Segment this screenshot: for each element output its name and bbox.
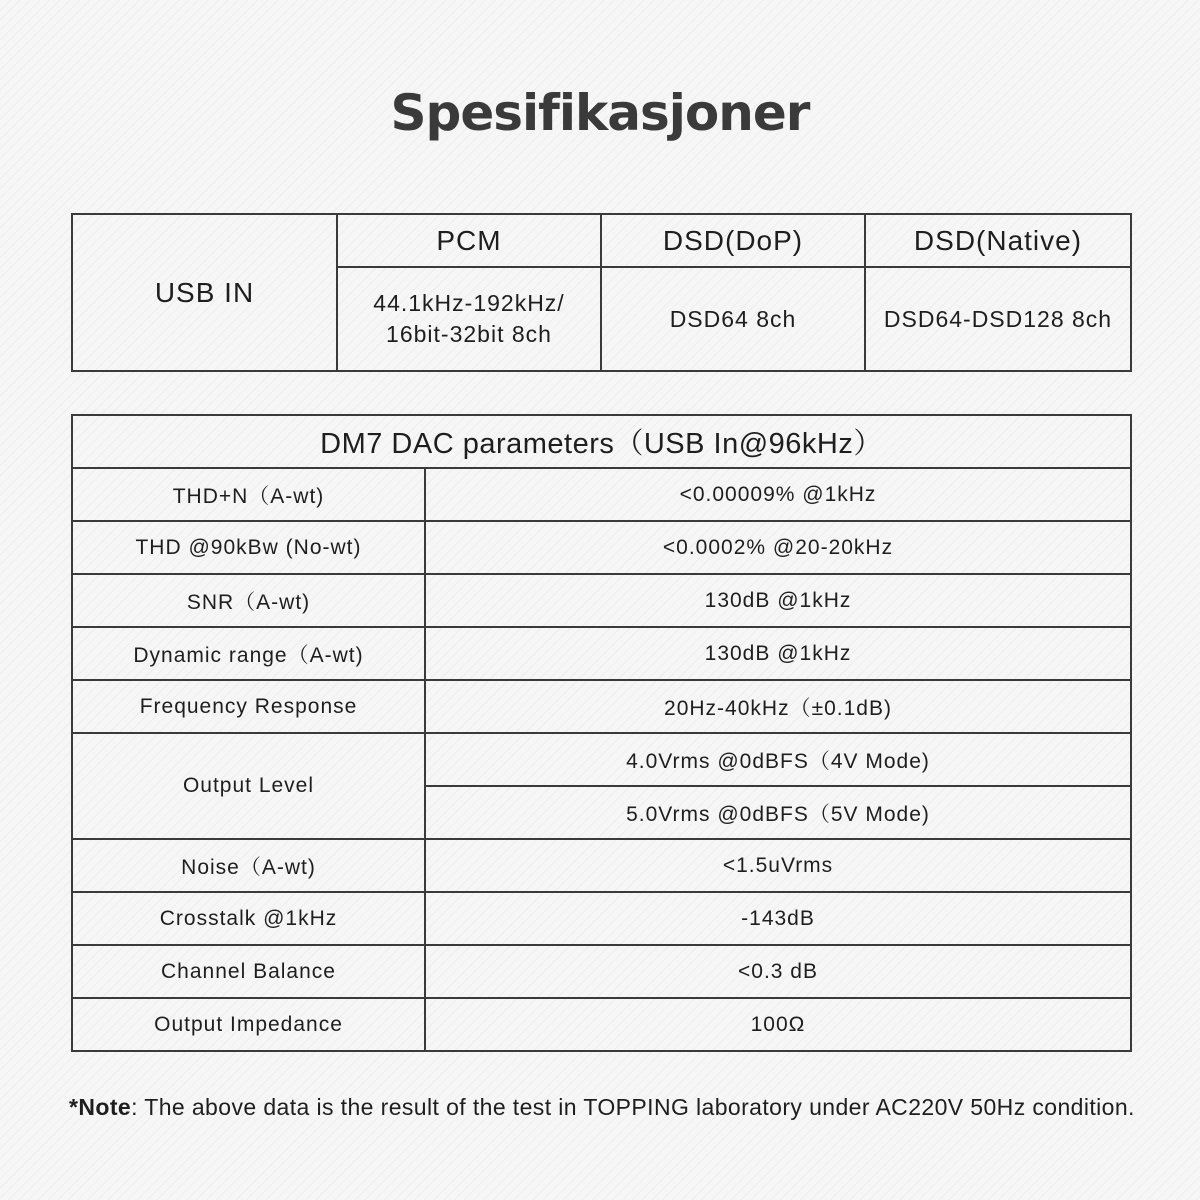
param-value: 130dB @1kHz — [425, 627, 1131, 680]
param-label: Frequency Response — [72, 680, 425, 733]
usb-in-label: USB IN — [72, 214, 337, 371]
dsd-native-value: DSD64-DSD128 8ch — [865, 267, 1131, 371]
param-label: Dynamic range（A-wt) — [72, 627, 425, 680]
pcm-value — [337, 267, 601, 371]
param-label: Channel Balance — [72, 945, 425, 998]
param-label: THD @90kBw (No-wt) — [72, 521, 425, 574]
param-label: Output Impedance — [72, 998, 425, 1051]
param-value: 100Ω — [425, 998, 1131, 1051]
param-label: Output Level — [72, 733, 425, 839]
note-label: Note — [78, 1094, 132, 1120]
param-label: THD+N（A-wt) — [72, 468, 425, 521]
note-asterisk: * — [69, 1094, 79, 1120]
param-label: Noise（A-wt) — [72, 839, 425, 892]
table-row — [72, 680, 1131, 733]
param-value: <0.3 dB — [425, 945, 1131, 998]
param-value: <1.5uVrms — [425, 839, 1131, 892]
dsd-dop-header: DSD(DoP) — [601, 214, 865, 267]
table-row — [72, 627, 1131, 680]
params-table-header: DM7 DAC parameters（USB In@96kHz） — [72, 415, 1131, 468]
note-text: : The above data is the result of the test in TOPPING laboratory under AC220V 50Hz condition. — [131, 1094, 1135, 1120]
table-row — [72, 892, 1131, 945]
param-value: <0.00009% @1kHz — [425, 468, 1131, 521]
dac-parameters-table — [71, 414, 1132, 1052]
param-label: SNR（A-wt) — [72, 574, 425, 627]
param-value: 20Hz-40kHz（±0.1dB) — [425, 680, 1131, 733]
table-row — [72, 521, 1131, 574]
table-row — [72, 574, 1131, 627]
param-label: Crosstalk @1kHz — [72, 892, 425, 945]
pcm-header: PCM — [337, 214, 601, 267]
table-row — [72, 733, 1131, 786]
table-row — [72, 468, 1131, 521]
param-value: 5.0Vrms @0dBFS（5V Mode) — [425, 786, 1131, 839]
pcm-value-line1: 44.1kHz-192kHz/ — [373, 290, 565, 316]
param-value: <0.0002% @20-20kHz — [425, 521, 1131, 574]
dsd-dop-value: DSD64 8ch — [601, 267, 865, 371]
table-row — [72, 998, 1131, 1051]
param-value: -143dB — [425, 892, 1131, 945]
table-row — [72, 945, 1131, 998]
pcm-value-line2: 16bit-32bit 8ch — [386, 321, 552, 347]
usb-table-header-row — [72, 214, 1131, 267]
param-value: 4.0Vrms @0dBFS（4V Mode) — [425, 733, 1131, 786]
dsd-native-header: DSD(Native) — [865, 214, 1131, 267]
usb-input-table — [71, 213, 1132, 372]
params-header-row — [72, 415, 1131, 468]
param-value: 130dB @1kHz — [425, 574, 1131, 627]
table-row — [72, 839, 1131, 892]
page-title: Spesifikasjoner — [390, 84, 810, 142]
footnote — [69, 1090, 1139, 1124]
